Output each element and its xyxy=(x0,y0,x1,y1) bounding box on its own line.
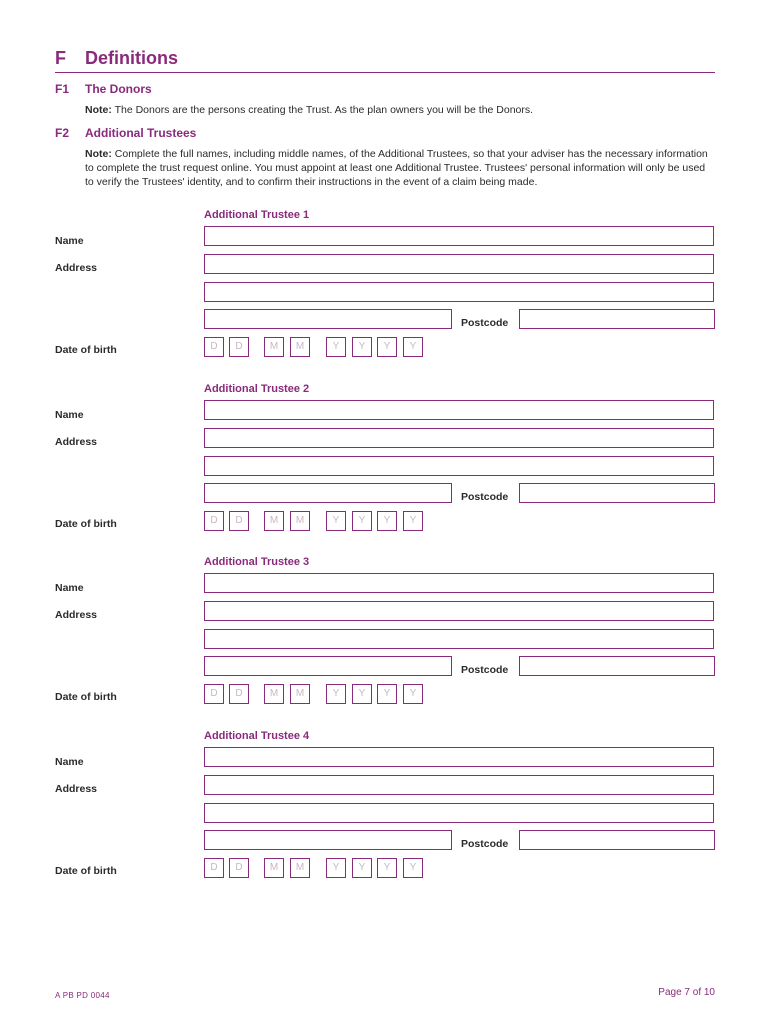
dob-box-3[interactable]: M xyxy=(264,337,284,357)
dob-box-7[interactable]: Y xyxy=(377,511,397,531)
f2-title: Additional Trustees xyxy=(85,126,197,140)
section-letter: F xyxy=(55,48,66,68)
address-line-1-input[interactable] xyxy=(204,601,714,621)
dob-box-7[interactable]: Y xyxy=(377,858,397,878)
dob-box-5[interactable]: Y xyxy=(326,684,346,704)
dob-label: Date of birth xyxy=(55,691,117,703)
address-line-2-input[interactable] xyxy=(204,803,714,823)
dob-label: Date of birth xyxy=(55,344,117,356)
dob-box-6[interactable]: Y xyxy=(352,511,372,531)
address-line-3-input[interactable] xyxy=(204,830,452,850)
dob-box-7[interactable]: Y xyxy=(377,684,397,704)
dob-box-1[interactable]: D xyxy=(204,858,224,878)
name-input[interactable] xyxy=(204,573,714,593)
f2-note xyxy=(85,147,715,189)
postcode-input[interactable] xyxy=(519,483,715,503)
address-line-2-input[interactable] xyxy=(204,456,714,476)
name-label: Name xyxy=(55,409,84,421)
dob-box-2[interactable]: D xyxy=(229,511,249,531)
form-code: A PB PD 0044 xyxy=(55,991,110,1000)
section-title: Definitions xyxy=(85,48,178,68)
address-line-3-input[interactable] xyxy=(204,656,452,676)
section-header xyxy=(55,46,715,73)
postcode-input[interactable] xyxy=(519,656,715,676)
dob-box-6[interactable]: Y xyxy=(352,858,372,878)
dob-box-1[interactable]: D xyxy=(204,337,224,357)
address-line-3-input[interactable] xyxy=(204,309,452,329)
dob-box-4[interactable]: M xyxy=(290,684,310,704)
postcode-label: Postcode xyxy=(461,664,509,676)
f1-title: The Donors xyxy=(85,82,152,96)
address-label: Address xyxy=(55,783,98,795)
dob-box-1[interactable]: D xyxy=(204,684,224,704)
trustee-block-4 xyxy=(0,730,770,890)
postcode-input[interactable] xyxy=(519,309,715,329)
postcode-label: Postcode xyxy=(461,317,509,329)
postcode-label: Postcode xyxy=(461,491,509,503)
f1-note xyxy=(85,103,715,117)
page-number: Page 7 of 10 xyxy=(658,987,715,998)
dob-box-3[interactable]: M xyxy=(264,684,284,704)
dob-box-5[interactable]: Y xyxy=(326,858,346,878)
trustee-heading: Additional Trustee 1 xyxy=(204,209,310,221)
address-line-3-input[interactable] xyxy=(204,483,452,503)
trustee-heading: Additional Trustee 2 xyxy=(204,383,310,395)
f1-number: F1 xyxy=(55,82,70,96)
address-line-1-input[interactable] xyxy=(204,428,714,448)
name-input[interactable] xyxy=(204,400,714,420)
dob-box-1[interactable]: D xyxy=(204,511,224,531)
dob-box-5[interactable]: Y xyxy=(326,511,346,531)
dob-box-6[interactable]: Y xyxy=(352,684,372,704)
dob-box-2[interactable]: D xyxy=(229,684,249,704)
f1-note-text: The Donors are the persons creating the Trust. As the plan owners you will be the Donors. xyxy=(114,104,534,116)
dob-box-8[interactable]: Y xyxy=(403,337,423,357)
dob-box-8[interactable]: Y xyxy=(403,858,423,878)
dob-box-5[interactable]: Y xyxy=(326,337,346,357)
postcode-label: Postcode xyxy=(461,838,509,850)
address-line-2-input[interactable] xyxy=(204,282,714,302)
f2-note-text: Complete the full names, including middle names, of the Additional Trustees, so that your adviser has the necessary information to complete the trust request online. You must appoint at least one Additional Trustee. Trustees' personal information will only be used to verify the Trustees' identity, and to confirm their instructions in the event of a claim being made. xyxy=(85,148,708,188)
name-label: Name xyxy=(55,756,84,768)
address-label: Address xyxy=(55,262,98,274)
name-label: Name xyxy=(55,582,84,594)
dob-box-8[interactable]: Y xyxy=(403,684,423,704)
dob-box-4[interactable]: M xyxy=(290,858,310,878)
trustee-block-3 xyxy=(0,556,770,716)
dob-label: Date of birth xyxy=(55,865,117,877)
address-line-1-input[interactable] xyxy=(204,254,714,274)
dob-box-4[interactable]: M xyxy=(290,337,310,357)
f1-note-label: Note: xyxy=(85,104,112,116)
dob-box-4[interactable]: M xyxy=(290,511,310,531)
address-label: Address xyxy=(55,609,98,621)
address-line-1-input[interactable] xyxy=(204,775,714,795)
address-label: Address xyxy=(55,436,98,448)
dob-box-2[interactable]: D xyxy=(229,858,249,878)
dob-box-8[interactable]: Y xyxy=(403,511,423,531)
name-label: Name xyxy=(55,235,84,247)
dob-label: Date of birth xyxy=(55,518,117,530)
postcode-input[interactable] xyxy=(519,830,715,850)
dob-box-7[interactable]: Y xyxy=(377,337,397,357)
dob-box-3[interactable]: M xyxy=(264,858,284,878)
trustee-heading: Additional Trustee 3 xyxy=(204,556,310,568)
f2-number: F2 xyxy=(55,126,70,140)
dob-box-3[interactable]: M xyxy=(264,511,284,531)
trustee-block-1 xyxy=(0,209,770,369)
dob-box-2[interactable]: D xyxy=(229,337,249,357)
name-input[interactable] xyxy=(204,226,714,246)
address-line-2-input[interactable] xyxy=(204,629,714,649)
dob-box-6[interactable]: Y xyxy=(352,337,372,357)
name-input[interactable] xyxy=(204,747,714,767)
f2-note-label: Note: xyxy=(85,148,112,160)
trustee-heading: Additional Trustee 4 xyxy=(204,730,310,742)
trustee-block-2 xyxy=(0,383,770,543)
